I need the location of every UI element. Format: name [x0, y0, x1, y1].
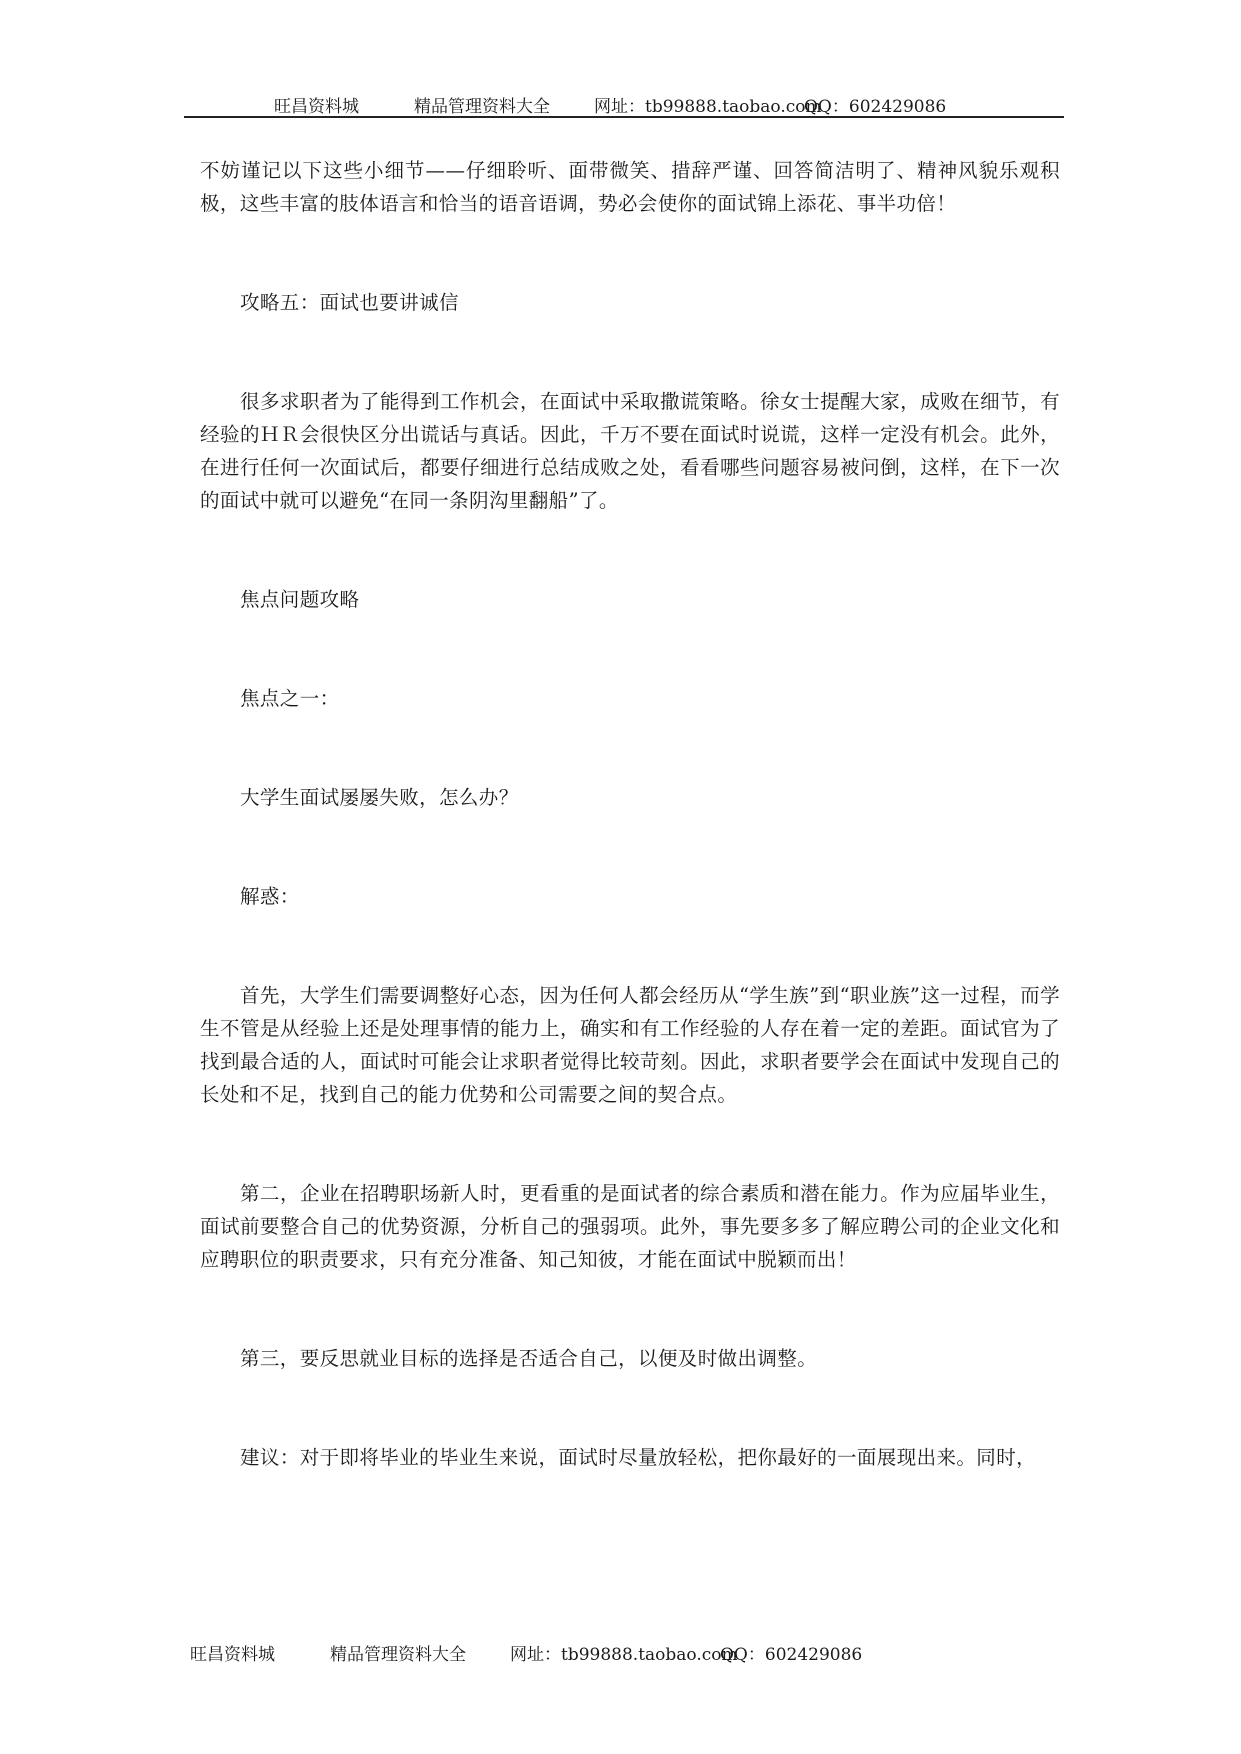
- footer-collection-name: 精品管理资料大全: [330, 1645, 466, 1665]
- footer-site-name: 旺昌资料城: [190, 1645, 275, 1665]
- section-heading-strategy-five: 攻略五：面试也要讲诚信: [240, 291, 459, 314]
- header-divider: [184, 116, 1064, 118]
- page-footer: [190, 1640, 1050, 1668]
- paragraph-advice: 建议：对于即将毕业的毕业生来说，面试时尽量放轻松，把你最好的一面展现出来。同时，: [240, 1446, 1037, 1469]
- footer-qq: QQ：602429086: [720, 1645, 863, 1665]
- section-heading-focus-questions: 焦点问题攻略: [240, 588, 360, 611]
- header-site-name: 旺昌资料城: [274, 97, 359, 117]
- paragraph-first: 首先，大学生们需要调整好心态，因为任何人都会经历从“学生族”到“职业族”这一过程，而学生不管是从经验上还是处理事情的能力上，确实和有工作经验的人存在着一定的差距。面试官为了找到最合适的人，面试时可能会让求职者觉得比较苛刻。因此，求职者要学会在面试中发现自己的长处和不足，找到自己的能力优势和公司需要之间的契合点。: [200, 984, 1060, 1106]
- header-collection-name: 精品管理资料大全: [414, 97, 550, 117]
- focus-question: 大学生面试屡屡失败，怎么办？: [240, 786, 519, 809]
- paragraph-continuation: 不妨谨记以下这些小细节——仔细聆听、面带微笑、措辞严谨、回答简洁明了、精神风貌乐观积极，这些丰富的肢体语言和恰当的语音语调，势必会使你的面试锦上添花、事半功倍！: [200, 159, 1060, 215]
- page-header: [184, 88, 1064, 116]
- footer-url: 网址：tb99888.taobao.com: [510, 1645, 738, 1665]
- answer-label: 解惑：: [240, 885, 300, 908]
- header-qq: QQ：602429086: [804, 97, 947, 117]
- header-url: 网址：tb99888.taobao.com: [594, 97, 822, 117]
- paragraph-honesty: 很多求职者为了能得到工作机会，在面试中采取撒谎策略。徐女士提醒大家，成败在细节，有经验的ＨＲ会很快区分出谎话与真话。因此，千万不要在面试时说谎，这样一定没有机会。此外，在进行任何一次面试后，都要仔细进行总结成败之处，看看哪些问题容易被问倒，这样，在下一次的面试中就可以避免“在同一条阴沟里翻船”了。: [200, 390, 1060, 512]
- focus-label: 焦点之一：: [240, 687, 340, 710]
- paragraph-third: 第三，要反思就业目标的选择是否适合自己，以便及时做出调整。: [240, 1347, 818, 1370]
- paragraph-second: 第二，企业在招聘职场新人时，更看重的是面试者的综合素质和潜在能力。作为应届毕业生，面试前要整合自己的优势资源，分析自己的强弱项。此外，事先要多多了解应聘公司的企业文化和应聘职位的职责要求，只有充分准备、知己知彼，才能在面试中脱颖而出！: [200, 1182, 1060, 1271]
- document-body: [200, 154, 1060, 1474]
